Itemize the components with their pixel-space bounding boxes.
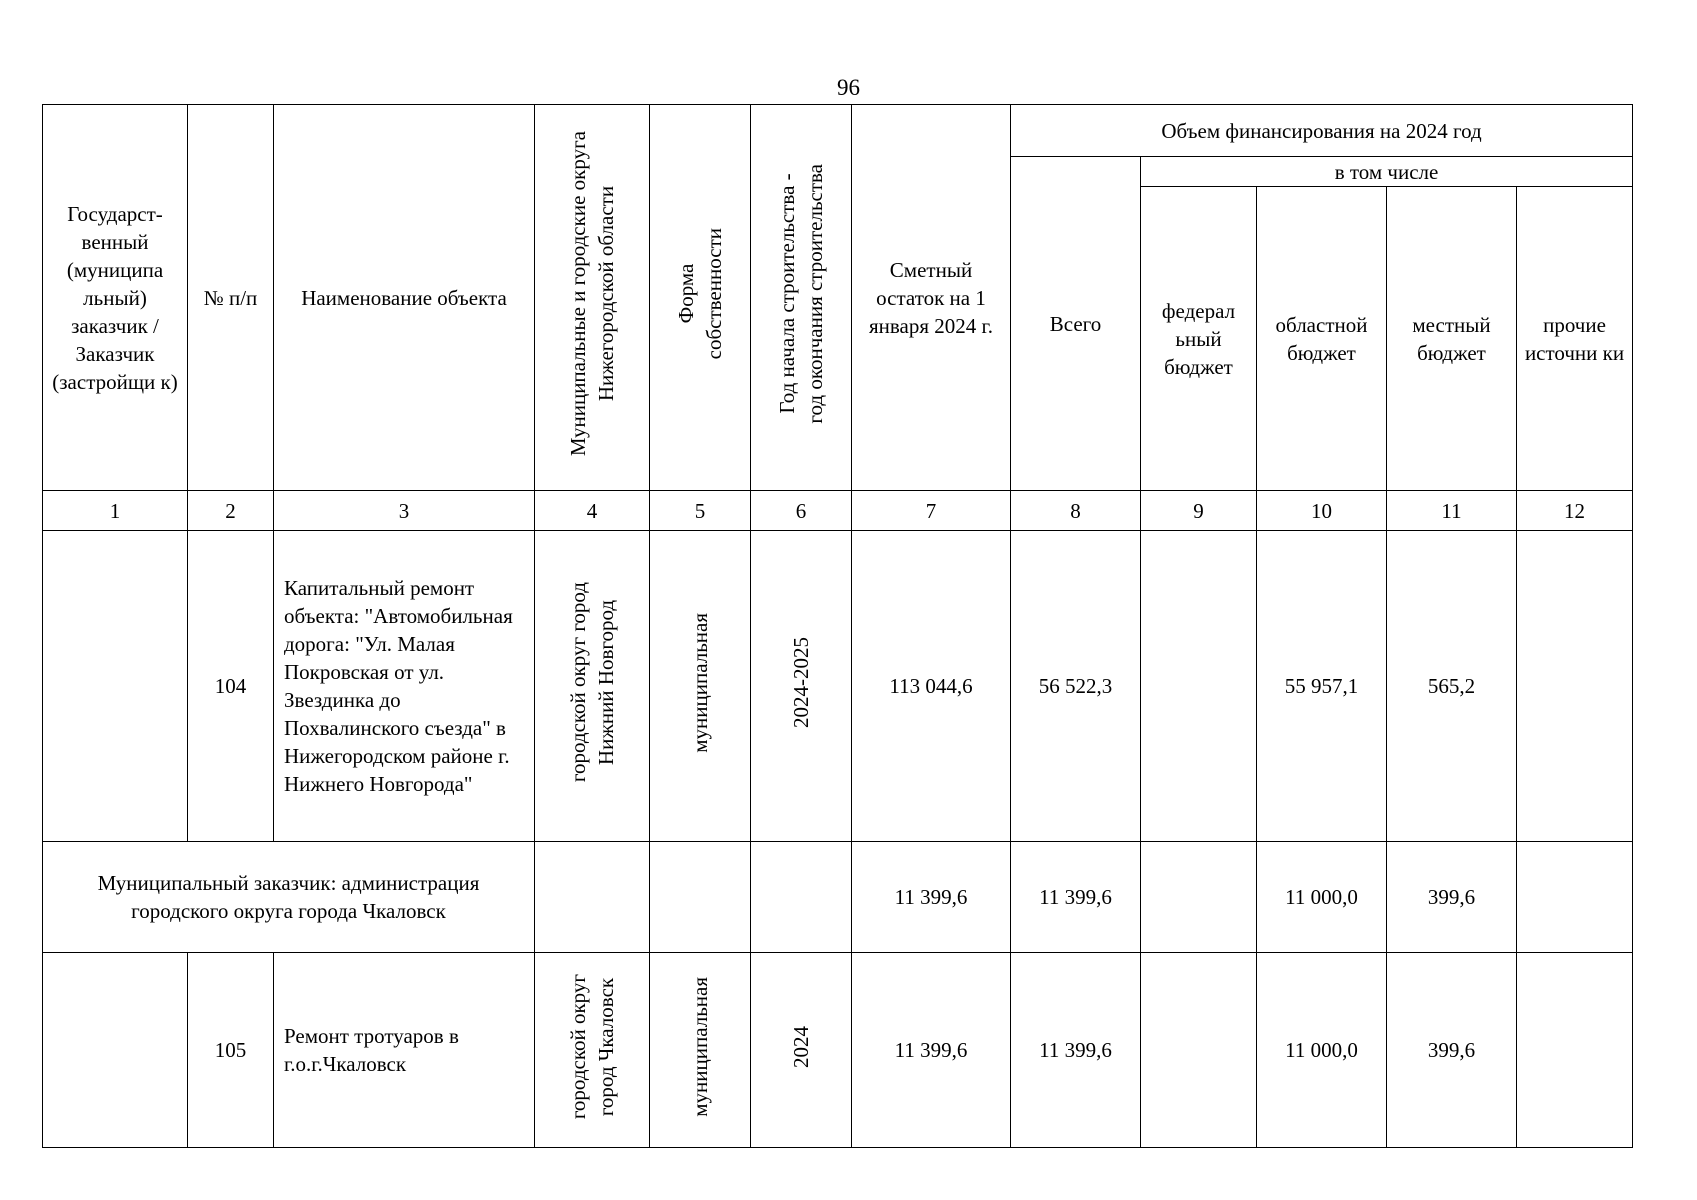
- col-num: 12: [1517, 491, 1633, 531]
- cell-object-name: Капитальный ремонт объекта: "Автомобильная дорога: "Ул. Малая Покровская от ул. Звездинка до Похвалинского съезда" в Нижегородском районе г. Нижнего Новгорода": [274, 531, 535, 842]
- header-local: местный бюджет: [1387, 187, 1517, 491]
- financing-table: [42, 104, 1633, 1148]
- header-object-name: Наименование объекта: [274, 105, 535, 491]
- header-federal: федерал ьный бюджет: [1141, 187, 1257, 491]
- cell-balance: 113 044,6: [852, 531, 1011, 842]
- cell-local: 399,6: [1387, 953, 1517, 1148]
- col-num: 10: [1257, 491, 1387, 531]
- header-number: № п/п: [188, 105, 274, 491]
- cell-regional: 55 957,1: [1257, 531, 1387, 842]
- cell-number: 104: [188, 531, 274, 842]
- cell-district: [535, 531, 650, 842]
- header-districts: [535, 105, 650, 491]
- cell-district: [535, 842, 650, 953]
- header-financing: Объем финансирования на 2024 год: [1011, 105, 1633, 157]
- header-ownership: [650, 105, 751, 491]
- cell-federal: [1141, 953, 1257, 1148]
- cell-total: 56 522,3: [1011, 531, 1141, 842]
- col-num: 8: [1011, 491, 1141, 531]
- col-num: 4: [535, 491, 650, 531]
- col-num: 2: [188, 491, 274, 531]
- table-row: [43, 531, 1633, 842]
- customer-federal: [1141, 842, 1257, 953]
- cell-total: 11 399,6: [1011, 953, 1141, 1148]
- cell-ownership: [650, 531, 751, 842]
- col-num: 9: [1141, 491, 1257, 531]
- cell-local: 565,2: [1387, 531, 1517, 842]
- column-numbers-row: [43, 491, 1633, 531]
- header-balance: Сметный остаток на 1 января 2024 г.: [852, 105, 1011, 491]
- header-districts-text: Муниципальные и городские округа Нижегородской области: [566, 131, 618, 457]
- cell-years-text: 2024-2025: [789, 637, 813, 728]
- col-num: 3: [274, 491, 535, 531]
- cell-customer: [43, 531, 188, 842]
- cell-years-text: 2024: [789, 1025, 813, 1068]
- customer-other: [1517, 842, 1633, 953]
- header-regional: областной бюджет: [1257, 187, 1387, 491]
- page-number: 96: [837, 75, 860, 100]
- header-years-text: Год начала строительства - год окончания строительства: [775, 164, 827, 424]
- cell-years: [751, 953, 852, 1148]
- cell-years: [751, 531, 852, 842]
- cell-balance: 11 399,6: [852, 953, 1011, 1148]
- table-row: [43, 953, 1633, 1148]
- customer-regional: 11 000,0: [1257, 842, 1387, 953]
- col-num: 5: [650, 491, 751, 531]
- customer-local: 399,6: [1387, 842, 1517, 953]
- cell-ownership-text: муниципальная: [688, 612, 712, 753]
- col-num: 6: [751, 491, 852, 531]
- cell-district-text: городской округ город Нижний Новгород: [566, 582, 618, 783]
- customer-balance: 11 399,6: [852, 842, 1011, 953]
- col-num: 1: [43, 491, 188, 531]
- col-num: 11: [1387, 491, 1517, 531]
- cell-ownership: [650, 842, 751, 953]
- header-other: прочие источни ки: [1517, 187, 1633, 491]
- header-row-1: [43, 105, 1633, 157]
- cell-district: [535, 953, 650, 1148]
- cell-ownership: [650, 953, 751, 1148]
- cell-number: 105: [188, 953, 274, 1148]
- customer-label: Муниципальный заказчик: администрация городского округа города Чкаловск: [43, 842, 535, 953]
- cell-customer: [43, 953, 188, 1148]
- header-including: в том числе: [1141, 157, 1633, 187]
- header-customer: Государст-венный (муниципа льный) заказчик / Заказчик (застройщи к): [43, 105, 188, 491]
- cell-other: [1517, 531, 1633, 842]
- header-years: [751, 105, 852, 491]
- cell-years: [751, 842, 852, 953]
- header-ownership-text: Форма собственности: [674, 228, 726, 360]
- customer-row: [43, 842, 1633, 953]
- header-total: Всего: [1011, 157, 1141, 491]
- cell-other: [1517, 953, 1633, 1148]
- cell-ownership-text: муниципальная: [688, 976, 712, 1117]
- col-num: 7: [852, 491, 1011, 531]
- customer-total: 11 399,6: [1011, 842, 1141, 953]
- cell-regional: 11 000,0: [1257, 953, 1387, 1148]
- cell-federal: [1141, 531, 1257, 842]
- cell-district-text: городской округ город Чкаловск: [566, 973, 618, 1120]
- cell-object-name: Ремонт тротуаров в г.о.г.Чкаловск: [274, 953, 535, 1148]
